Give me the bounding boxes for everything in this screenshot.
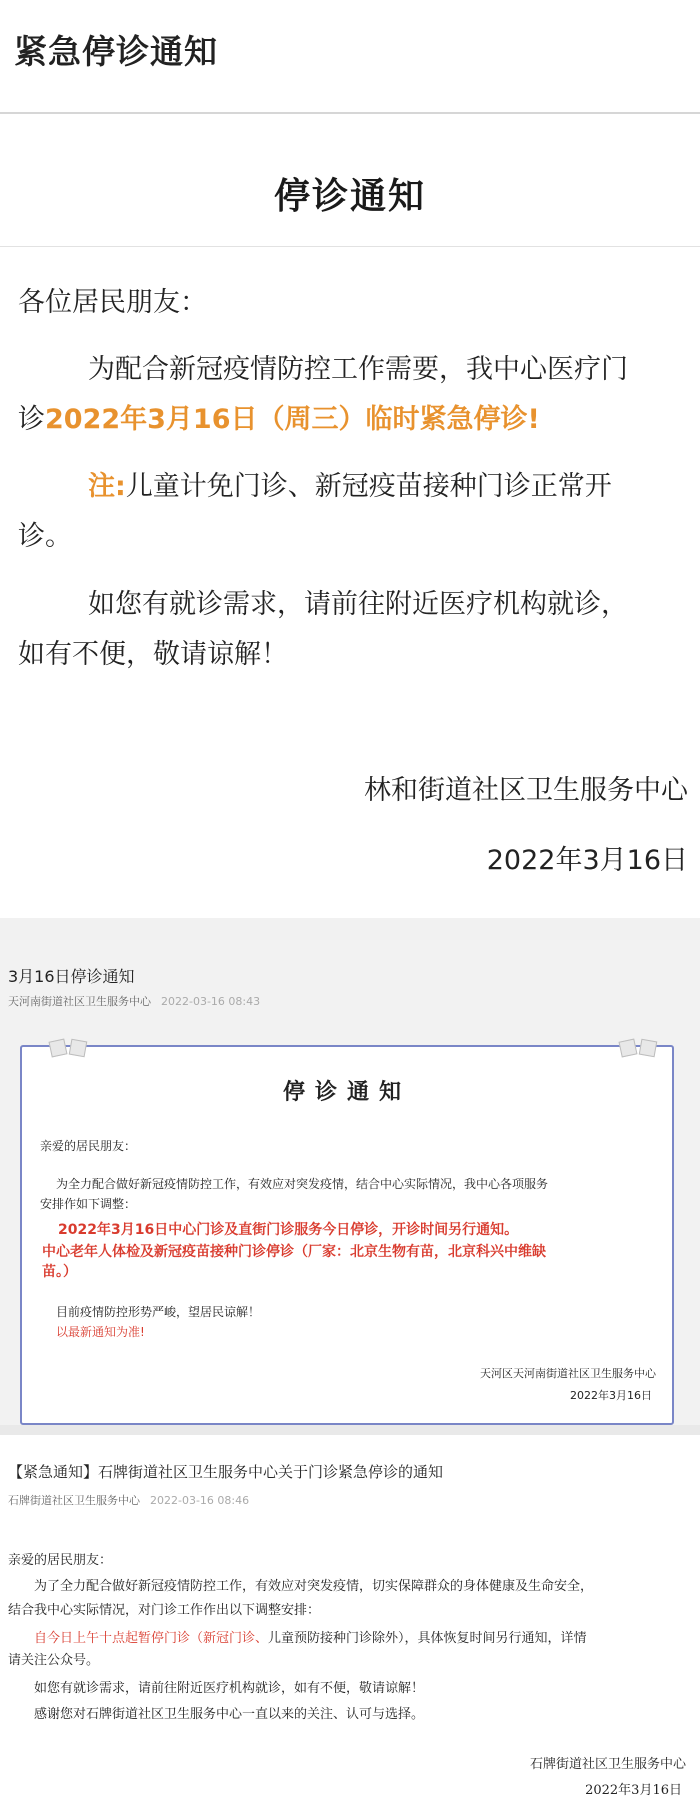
paragraph-1-line-1: 为配合新冠疫情防控工作需要，我中心医疗门 — [88, 354, 628, 385]
card-red-line-3: 苗。） — [42, 1264, 77, 1280]
body-signature-date: 2022年3月16日 — [585, 1783, 682, 1798]
card-red-line-4: 以最新通知为准! — [56, 1325, 145, 1339]
closure-date-highlight: 2022年3月16日（周三）临时紧急停诊! — [45, 404, 540, 435]
body-line-3-rest: 儿童预防接种门诊除外），具体恢复时间另行通知，详情 — [268, 1631, 587, 1646]
article-time: 2022-03-16 08:43 — [161, 995, 261, 1008]
body-line-2: 结合我中心实际情况，对门诊工作作出以下调整安排： — [8, 1603, 321, 1618]
card-signature-org: 天河区天河南街道社区卫生服务中心 — [480, 1367, 656, 1380]
card-signature-date: 2022年3月16日 — [570, 1389, 652, 1402]
paragraph-1-prefix: 诊 — [18, 404, 45, 435]
paragraph-1-line-2 — [18, 395, 688, 445]
tape-decoration-right-2 — [639, 1039, 658, 1058]
page-header-title: 紧急停诊通知 — [14, 32, 218, 71]
greeting: 各位居民朋友： — [18, 287, 207, 318]
tape-decoration-left — [49, 1039, 68, 1058]
body-line-6: 感谢您对石牌街道社区卫生服务中心一直以来的关注、认可与选择。 — [34, 1707, 425, 1722]
paragraph-3-line-2: 如有不便，敬请谅解！ — [18, 639, 288, 670]
document-title: 停诊通知 — [273, 176, 426, 217]
section-separator-2 — [0, 1425, 700, 1435]
card-red-line-2: 中心老年人体检及新冠疫苗接种门诊停诊（厂家：北京生物有苗，北京科兴中维缺 — [42, 1244, 546, 1260]
paragraph-2-line-2: 诊。 — [18, 521, 72, 552]
card-line-1: 为全力配合做好新冠疫情防控工作，有效应对突发疫情，结合中心实际情况，我中心各项服务 — [56, 1177, 549, 1191]
signature-org: 林和街道社区卫生服务中心 — [364, 775, 688, 806]
body-line-5: 如您有就诊需求，请前往附近医疗机构就诊，如有不便，敬请谅解！ — [34, 1681, 425, 1696]
article-title[interactable]: 3月16日停诊通知 — [8, 967, 135, 986]
card-title: 停诊通知 — [282, 1080, 411, 1105]
article-time-2: 2022-03-16 08:46 — [150, 1494, 250, 1507]
notice-section-tianhenan — [0, 940, 700, 1425]
article-source-2[interactable]: 石牌街道社区卫生服务中心 — [8, 1494, 140, 1507]
card-line-3: 目前疫情防控形势严峻，望居民谅解！ — [56, 1305, 261, 1319]
tape-decoration-left-2 — [69, 1039, 88, 1058]
article-meta-2 — [8, 1492, 249, 1508]
card-line-2: 安排作如下调整： — [40, 1197, 137, 1211]
article-source[interactable]: 天河南街道社区卫生服务中心 — [8, 995, 151, 1008]
suspension-highlight: 自今日上午十点起暂停门诊（新冠门诊、 — [34, 1631, 269, 1646]
note-text: 儿童计免门诊、新冠疫苗接种门诊正常开 — [125, 471, 612, 502]
article-title-2[interactable]: 【紧急通知】石牌街道社区卫生服务中心关于门诊紧急停诊的通知 — [8, 1463, 444, 1481]
note-label: 注: — [88, 471, 126, 502]
notice-section-shipai — [0, 1435, 700, 1807]
tape-decoration-right — [619, 1039, 638, 1058]
notice-card — [20, 1045, 674, 1425]
paragraph-2-line-1 — [18, 462, 688, 512]
title-divider — [0, 246, 700, 247]
body-signature-org: 石牌街道社区卫生服务中心 — [529, 1757, 686, 1772]
header-divider — [0, 112, 700, 114]
card-red-line-1: 2022年3月16日中心门诊及直街门诊服务今日停诊，开诊时间另行通知。 — [58, 1222, 519, 1238]
body-line-1: 为了全力配合做好新冠疫情防控工作，有效应对突发疫情，切实保障群众的身体健康及生命安全， — [34, 1579, 594, 1594]
article-meta — [8, 993, 260, 1009]
signature-date: 2022年3月16日 — [486, 845, 688, 876]
body-line-4: 请关注公众号。 — [8, 1653, 100, 1668]
section-separator — [0, 918, 700, 940]
body-line-3 — [34, 1627, 587, 1646]
paragraph-3-line-1: 如您有就诊需求，请前往附近医疗机构就诊， — [88, 589, 628, 620]
card-greeting: 亲爱的居民朋友： — [40, 1139, 137, 1153]
body-greeting: 亲爱的居民朋友： — [8, 1553, 113, 1568]
